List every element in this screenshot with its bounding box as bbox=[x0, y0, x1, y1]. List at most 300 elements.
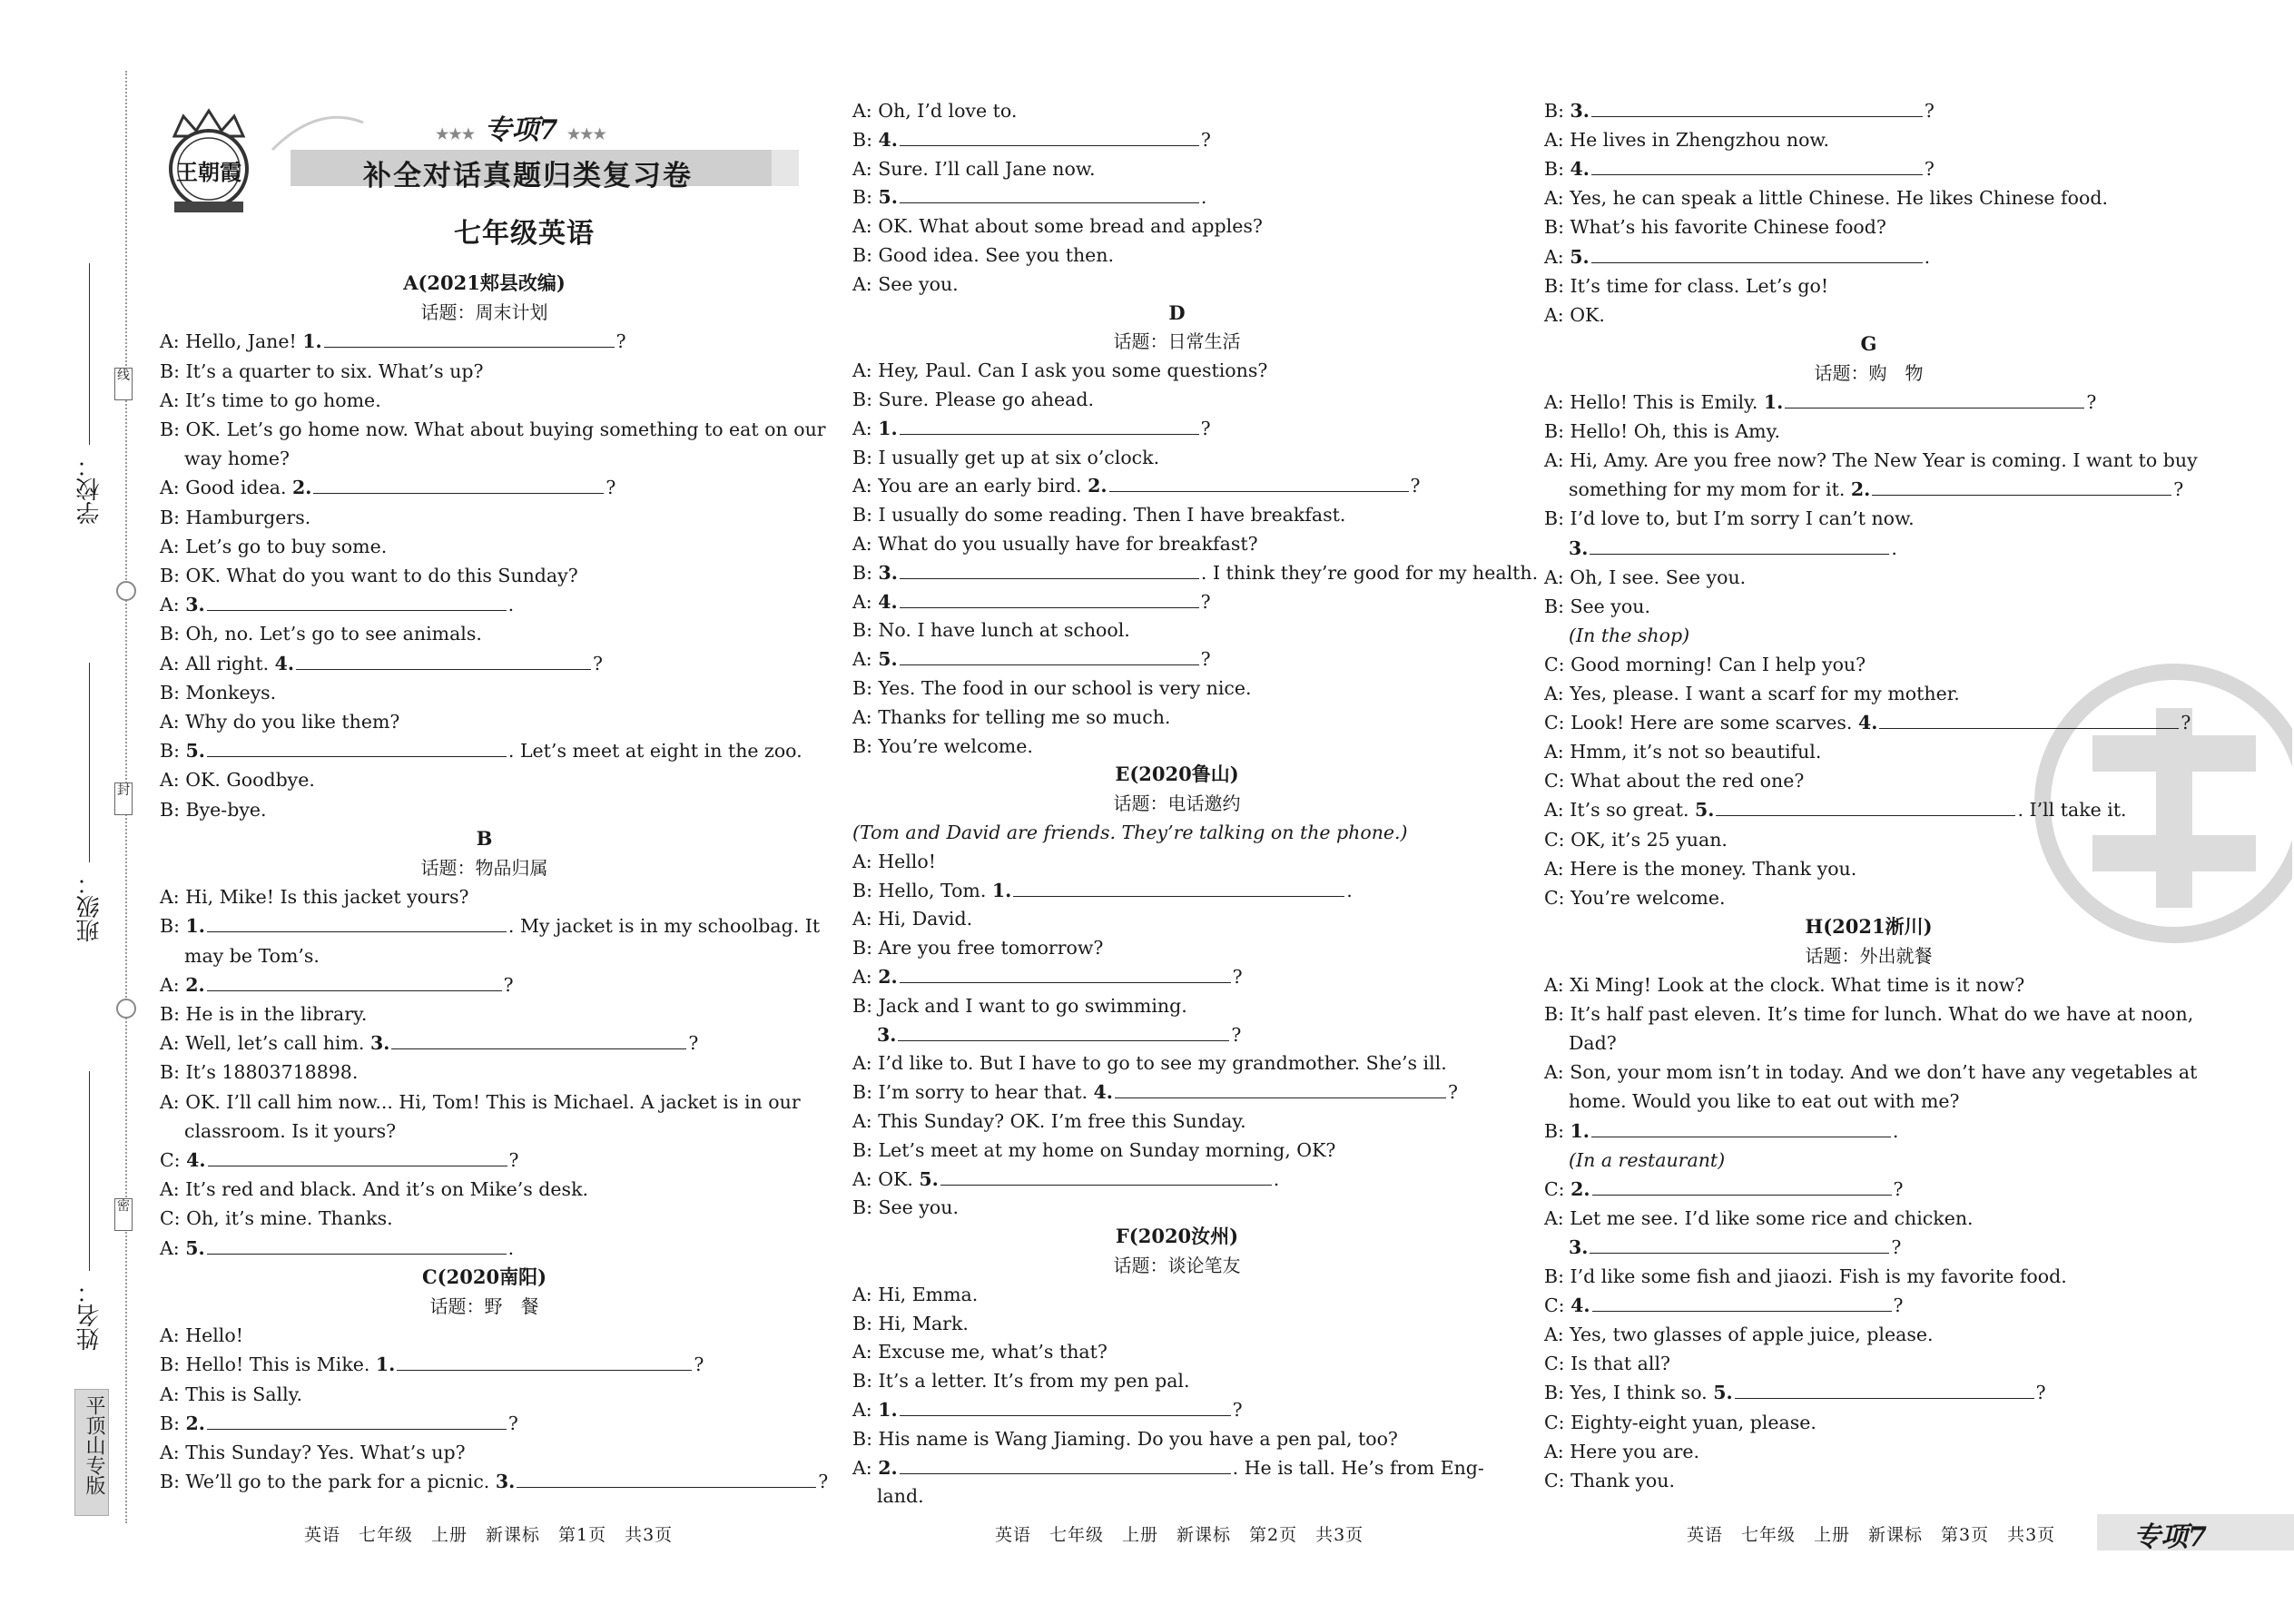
line-text: A: You are an early bird. bbox=[852, 475, 1088, 497]
answer-blank[interactable] bbox=[900, 416, 1199, 435]
dialogue-line bbox=[184, 444, 809, 473]
line-text: A: Hi, Mike! Is this jacket yours? bbox=[160, 886, 469, 909]
line-text: 话题：野 餐 bbox=[429, 1295, 539, 1317]
line-text: A: Oh, I’d love to. bbox=[852, 100, 1018, 122]
line-text: B: I usually get up at six o’clock. bbox=[852, 446, 1160, 468]
line-text: B: I’d love to, but I’m sorry I can’t now. bbox=[1544, 507, 1915, 530]
dialogue-line bbox=[160, 386, 809, 415]
dialogue-line bbox=[1544, 1291, 2193, 1320]
seal-mark-mi: 密 bbox=[114, 1198, 133, 1231]
dialogue-line bbox=[852, 645, 1501, 674]
dialogue-line bbox=[160, 649, 809, 678]
line-text-end: ? bbox=[1231, 1023, 1242, 1046]
answer-blank[interactable] bbox=[900, 1455, 1231, 1474]
line-text-end: ? bbox=[1893, 1177, 1904, 1200]
dialogue-line bbox=[852, 1366, 1501, 1395]
line-text-end: ? bbox=[1410, 475, 1421, 497]
answer-blank[interactable] bbox=[1590, 1235, 1889, 1254]
school-field[interactable] bbox=[89, 263, 90, 445]
line-text: B: It’s half past eleven. It’s time for lunch. What do we have at noon, bbox=[1544, 1003, 2194, 1026]
line-text: D bbox=[1168, 300, 1186, 324]
dialogue-line bbox=[1544, 271, 2193, 300]
topic-heading bbox=[852, 1251, 1501, 1280]
line-text: 话题：外出就餐 bbox=[1805, 944, 1933, 967]
line-text-end: ? bbox=[1891, 1235, 1902, 1258]
line-text-end: ? bbox=[1924, 100, 1935, 122]
line-text-end: ? bbox=[2173, 478, 2184, 501]
dialogue-line bbox=[160, 1146, 809, 1175]
line-text: B: What’s his favorite Chinese food? bbox=[1544, 216, 1886, 239]
blank-number: 2. bbox=[1850, 478, 1871, 501]
answer-blank[interactable] bbox=[1716, 797, 2015, 816]
dialogue-line bbox=[852, 212, 1501, 241]
answer-blank[interactable] bbox=[391, 1030, 686, 1049]
line-text-end: . bbox=[1892, 1119, 1899, 1142]
dialogue-line bbox=[1544, 679, 2193, 708]
dialogue-line bbox=[160, 795, 809, 824]
dialogue-line bbox=[160, 532, 809, 561]
line-text-end: ? bbox=[615, 330, 626, 353]
line-text: C: Is that all? bbox=[1544, 1353, 1670, 1375]
dialogue-line bbox=[1544, 737, 2193, 766]
answer-blank[interactable] bbox=[1013, 878, 1344, 897]
dialogue-line bbox=[1569, 1029, 2193, 1058]
line-text: F(2020汝州) bbox=[1115, 1225, 1239, 1248]
answer-blank[interactable] bbox=[1591, 244, 1923, 263]
line-text: A: Excuse me, what’s that? bbox=[852, 1341, 1108, 1363]
answer-blank[interactable] bbox=[1591, 1118, 1891, 1137]
line-text: A: Here you are. bbox=[1544, 1440, 1699, 1462]
line-text: B: bbox=[852, 561, 879, 584]
line-text: B: Hello! Oh, this is Amy. bbox=[1544, 420, 1780, 443]
line-text: C: What about the red one? bbox=[1544, 770, 1805, 792]
dialogue-line bbox=[852, 1048, 1501, 1078]
line-text: A: Let me see. I’d like some rice and chicken. bbox=[1544, 1206, 1974, 1229]
answer-blank[interactable] bbox=[1115, 1079, 1446, 1098]
dialogue-line bbox=[1544, 563, 2193, 592]
answer-blank[interactable] bbox=[296, 651, 591, 670]
blank-number: 4. bbox=[878, 128, 898, 151]
logo-text: 王朝霞 bbox=[176, 160, 241, 185]
dialogue-line bbox=[852, 991, 1501, 1020]
line-text: A: I’d like to. But I have to go to see my grandmother. She’s ill. bbox=[852, 1052, 1447, 1075]
dialogue-line bbox=[1544, 1058, 2198, 1087]
section-heading bbox=[852, 760, 1501, 789]
dialogue-line bbox=[852, 443, 1501, 472]
answer-blank[interactable] bbox=[1592, 1176, 1892, 1196]
line-text: A: bbox=[852, 648, 879, 671]
line-text: (Tom and David are friends. They’re talking on the phone.) bbox=[852, 822, 1408, 843]
dialogue-line bbox=[1544, 242, 2193, 271]
line-text: B bbox=[476, 826, 493, 850]
answer-blank[interactable] bbox=[397, 1352, 692, 1371]
answer-blank[interactable] bbox=[1785, 389, 2084, 408]
dialogue-line bbox=[852, 471, 1501, 500]
dialogue-line bbox=[160, 678, 809, 707]
blank-number: 3. bbox=[1570, 100, 1590, 122]
dialogue-line bbox=[1544, 1437, 2193, 1466]
dialogue-line bbox=[1544, 970, 2193, 999]
line-text: A: Son, your mom isn’t in today. And we don’t have any vegetables at bbox=[1544, 1061, 2198, 1084]
line-text-end: . My jacket is in my schoolbag. It bbox=[507, 915, 821, 938]
blank-number: 1. bbox=[185, 915, 205, 938]
answer-blank[interactable] bbox=[324, 329, 615, 348]
line-text: B: It’s a quarter to six. What’s up? bbox=[160, 359, 484, 382]
dialogue-line bbox=[160, 1350, 809, 1379]
line-text: B: I’m sorry to hear that. bbox=[852, 1081, 1094, 1104]
line-text: A: Hi, Emma. bbox=[852, 1283, 979, 1305]
line-text: A: Why do you like them? bbox=[160, 711, 400, 733]
answer-blank[interactable] bbox=[900, 1397, 1231, 1416]
line-text: 话题：电话邀约 bbox=[1113, 792, 1241, 815]
answer-blank[interactable] bbox=[940, 1166, 1272, 1186]
seal-mark-xian: 线 bbox=[114, 368, 133, 400]
line-text: A: OK. What about some bread and apples? bbox=[852, 215, 1263, 238]
blank-number: 3. bbox=[369, 1032, 390, 1055]
grade-title: 七年级英语 bbox=[454, 218, 595, 250]
line-text: B: Hamburgers. bbox=[160, 506, 311, 528]
dialogue-line bbox=[1544, 650, 2193, 679]
dialogue-line bbox=[160, 736, 809, 765]
line-text: C: bbox=[1544, 1177, 1571, 1200]
line-text: B: Hello, Tom. bbox=[852, 879, 992, 901]
line-text: B: OK. What do you want to do this Sunday? bbox=[160, 565, 578, 586]
answer-blank[interactable] bbox=[900, 646, 1199, 665]
line-text: C: bbox=[160, 1149, 187, 1171]
dialogue-line bbox=[1544, 825, 2193, 854]
dialogue-line bbox=[1569, 1146, 2193, 1175]
answer-blank[interactable] bbox=[207, 972, 502, 991]
dialogue-line bbox=[852, 876, 1501, 905]
line-text-end: ? bbox=[2181, 712, 2191, 734]
line-text: A: It’s time to go home. bbox=[160, 389, 381, 411]
line-text: A: bbox=[852, 417, 879, 439]
line-text: A: bbox=[852, 966, 879, 988]
line-text: B: His name is Wang Jiaming. Do you have a pen pal, too? bbox=[852, 1427, 1398, 1450]
dialogue-line bbox=[852, 587, 1501, 616]
line-text: B: He is in the library. bbox=[160, 1003, 368, 1025]
line-text: A: It’s so great. bbox=[1544, 799, 1696, 822]
dialogue-line bbox=[852, 356, 1501, 385]
line-text: B: We’ll go to the park for a picnic. bbox=[160, 1471, 496, 1493]
line-text: B: Let’s meet at my home on Sunday morning, OK? bbox=[852, 1138, 1336, 1161]
blank-number: 5. bbox=[185, 1236, 205, 1259]
line-text-end: . bbox=[1200, 186, 1207, 209]
dialogue-line bbox=[1544, 1349, 2193, 1378]
line-text: A: OK. bbox=[852, 1167, 920, 1190]
line-text: land. bbox=[877, 1485, 924, 1508]
line-text: A: Oh, I see. See you. bbox=[1544, 566, 1747, 588]
dialogue-line bbox=[160, 911, 821, 940]
line-text: C: Good morning! Can I help you? bbox=[1544, 653, 1866, 675]
line-text-end: ? bbox=[1893, 1294, 1904, 1317]
dialogue-line bbox=[852, 732, 1501, 761]
blank-number: 2. bbox=[292, 477, 312, 499]
line-text: A: Hello, Jane! bbox=[160, 330, 303, 353]
dialogue-line bbox=[1544, 154, 2193, 183]
dialogue-line bbox=[852, 1337, 1501, 1366]
dialogue-line bbox=[852, 615, 1501, 645]
line-text: B: Hello! This is Mike. bbox=[160, 1353, 376, 1376]
dialogue-line bbox=[1544, 766, 2193, 795]
line-text: A: This Sunday? Yes. What’s up? bbox=[160, 1442, 466, 1463]
blank-number: 5. bbox=[185, 740, 205, 763]
line-text-end: ? bbox=[818, 1471, 829, 1493]
line-text: A: OK. I’ll call him now... Hi, Tom! This is Michael. A jacket is in our bbox=[160, 1090, 801, 1113]
dialogue-line bbox=[160, 882, 809, 911]
line-text: A: bbox=[160, 1236, 186, 1259]
answer-blank[interactable] bbox=[207, 913, 507, 932]
answer-blank[interactable] bbox=[900, 589, 1199, 608]
dialogue-line bbox=[1544, 504, 2193, 533]
dialogue-line bbox=[852, 703, 1501, 732]
answer-blank[interactable] bbox=[1872, 477, 2171, 496]
dialogue-line bbox=[852, 270, 1501, 299]
line-text: B: Are you free tomorrow? bbox=[852, 937, 1104, 960]
dialogue-line bbox=[852, 154, 1501, 183]
line-text-end: . bbox=[1891, 536, 1897, 559]
answer-blank[interactable] bbox=[313, 475, 604, 494]
blank-number: 1. bbox=[1763, 391, 1784, 413]
line-text: G bbox=[1860, 331, 1877, 355]
line-text: B: bbox=[1544, 100, 1570, 122]
line-text: B: OK. Let’s go home now. What about buying something to eat on our bbox=[160, 418, 826, 440]
line-text: B: It’s a letter. It’s from my pen pal. bbox=[852, 1370, 1190, 1393]
dialogue-line bbox=[160, 1234, 809, 1263]
line-text-end: ? bbox=[1200, 128, 1211, 151]
line-text: A: bbox=[852, 1399, 879, 1421]
line-text: B: Bye-bye. bbox=[160, 798, 267, 821]
answer-blank[interactable] bbox=[207, 738, 507, 757]
line-text-end: . I think they’re good for my health. bbox=[1200, 561, 1539, 584]
binding-hole-icon bbox=[116, 999, 136, 1019]
blank-number: 1. bbox=[878, 417, 898, 439]
answer-blank[interactable] bbox=[1109, 473, 1409, 492]
stars-right: ★★★ bbox=[566, 125, 606, 143]
dialogue-line bbox=[160, 1175, 809, 1204]
line-text: B: See you. bbox=[852, 1196, 959, 1219]
name-field[interactable] bbox=[89, 1071, 90, 1271]
blank-number: 5. bbox=[919, 1167, 939, 1190]
line-text: C: Look! Here are some scarves. bbox=[1544, 712, 1858, 734]
answer-blank[interactable] bbox=[207, 1411, 507, 1430]
blank-number: 2. bbox=[1570, 1177, 1590, 1200]
answer-blank[interactable] bbox=[207, 1235, 507, 1255]
line-text: C: Oh, it’s mine. Thanks. bbox=[160, 1207, 393, 1230]
line-text: E(2020鲁山) bbox=[1115, 763, 1239, 786]
line-text: A: This is Sally. bbox=[160, 1383, 303, 1405]
blank-number: 1. bbox=[1570, 1119, 1590, 1142]
answer-blank[interactable] bbox=[517, 1469, 816, 1488]
dialogue-line bbox=[852, 500, 1501, 529]
dialogue-line bbox=[852, 962, 1501, 991]
dialogue-line bbox=[160, 561, 809, 590]
dialogue-line bbox=[1544, 708, 2193, 737]
dialogue-line bbox=[852, 385, 1501, 414]
line-text: B: Monkeys. bbox=[160, 681, 277, 704]
line-text: A: bbox=[852, 590, 879, 613]
dialogue-line bbox=[1544, 1408, 2193, 1437]
answer-blank[interactable] bbox=[1879, 710, 2179, 729]
line-text-end: ? bbox=[1200, 417, 1211, 439]
line-text: (In the shop) bbox=[1569, 624, 1690, 646]
line-text: A: bbox=[160, 973, 186, 996]
line-text: B: I’d like some fish and jiaozi. Fish is my favorite food. bbox=[1544, 1265, 2067, 1287]
line-text-end: . bbox=[1273, 1167, 1280, 1190]
answer-blank[interactable] bbox=[207, 592, 507, 611]
dialogue-line bbox=[160, 707, 809, 736]
answer-blank[interactable] bbox=[1592, 1293, 1892, 1312]
dialogue-line bbox=[1544, 1117, 2193, 1146]
line-text: B: Good idea. See you then. bbox=[852, 244, 1115, 266]
dialogue-line bbox=[852, 847, 1501, 876]
dialogue-line bbox=[1544, 300, 2193, 330]
dialogue-line bbox=[852, 529, 1501, 558]
line-text: something for my mom for it. bbox=[1569, 478, 1851, 501]
answer-blank[interactable] bbox=[208, 1147, 507, 1166]
page-title: 补全对话真题归类复习卷 bbox=[363, 160, 693, 192]
footer-page-1: 英语 七年级 上册 新课标 第1页 共3页 bbox=[304, 1525, 674, 1545]
line-text: A: Hello! bbox=[852, 850, 936, 872]
line-text: C: bbox=[1544, 1294, 1571, 1317]
line-text: B: Hi, Mark. bbox=[852, 1312, 969, 1334]
dialogue-line bbox=[1544, 1320, 2193, 1349]
line-text: 话题：谈论笔友 bbox=[1113, 1255, 1241, 1276]
topic-heading bbox=[852, 789, 1501, 818]
blank-number: 3. bbox=[1569, 1235, 1589, 1258]
class-field[interactable] bbox=[89, 663, 90, 862]
dialogue-line bbox=[1544, 446, 2198, 475]
line-text-end: ? bbox=[1232, 1399, 1243, 1421]
line-text: A: OK. Goodbye. bbox=[160, 769, 315, 792]
line-text: A: All right. bbox=[160, 652, 275, 674]
blank-number: 5. bbox=[1713, 1382, 1733, 1404]
blank-number: 1. bbox=[878, 1399, 898, 1421]
answer-blank[interactable] bbox=[1591, 98, 1923, 117]
line-text: B: I usually do some reading. Then I have breakfast. bbox=[852, 504, 1346, 527]
line-text: B: bbox=[160, 915, 186, 938]
dialogue-line bbox=[160, 765, 809, 794]
line-text: A: What do you usually have for breakfast? bbox=[852, 533, 1258, 555]
dialogue-line bbox=[1544, 592, 2193, 621]
section-heading bbox=[160, 269, 809, 298]
section-heading bbox=[852, 299, 1501, 328]
section-heading bbox=[160, 1263, 809, 1292]
answer-blank[interactable] bbox=[900, 560, 1199, 579]
line-text: C: Eighty-eight yuan, please. bbox=[1544, 1411, 1816, 1433]
line-text-end: ? bbox=[605, 477, 616, 499]
line-text: A: He lives in Zhengzhou now. bbox=[1544, 129, 1830, 152]
dialogue-line bbox=[160, 1029, 809, 1058]
stars-left: ★★★ bbox=[436, 125, 476, 143]
answer-blank[interactable] bbox=[900, 964, 1231, 983]
seal-mark-feng: 封 bbox=[114, 782, 133, 815]
dialogue-line bbox=[1544, 883, 2193, 912]
line-text: A(2021郏县改编) bbox=[403, 271, 566, 294]
line-text: A: See you. bbox=[852, 272, 959, 295]
line-text: A: Hello! bbox=[160, 1324, 243, 1347]
dialogue-line bbox=[852, 558, 1539, 587]
line-text: B: Sure. Please go ahead. bbox=[852, 389, 1094, 410]
brand-logo bbox=[154, 100, 263, 218]
line-text-end: . bbox=[507, 594, 515, 616]
dialogue-line bbox=[852, 1078, 1501, 1107]
dialogue-line bbox=[852, 414, 1501, 443]
line-text: 话题：物品归属 bbox=[420, 857, 548, 879]
blank-number: 4. bbox=[186, 1149, 206, 1171]
line-text-end: ? bbox=[1924, 158, 1935, 181]
class-label: 班级： bbox=[76, 871, 103, 942]
line-text: C(2020南阳) bbox=[421, 1265, 547, 1288]
line-text: A: Xi Ming! Look at the clock. What time is it now? bbox=[1544, 974, 2025, 996]
line-text: H(2021淅川) bbox=[1805, 914, 1933, 938]
footer-page-3: 英语 七年级 上册 新课标 第3页 共3页 bbox=[1687, 1525, 2056, 1545]
footer-tag: 专项7 bbox=[2133, 1521, 2207, 1553]
dialogue-line bbox=[1544, 1378, 2193, 1407]
dialogue-line bbox=[160, 415, 826, 444]
line-text: A: Hi, Amy. Are you free now? The New Year is coming. I want to buy bbox=[1544, 449, 2198, 472]
line-text: A: This Sunday? OK. I’m free this Sunday. bbox=[852, 1110, 1246, 1132]
dialogue-line bbox=[852, 904, 1501, 933]
line-text: C: You’re welcome. bbox=[1544, 886, 1726, 909]
line-text-end: . I’ll take it. bbox=[2017, 799, 2127, 822]
blank-number: 1. bbox=[991, 879, 1012, 901]
answer-blank[interactable] bbox=[900, 184, 1199, 203]
dialogue-line bbox=[160, 1088, 809, 1117]
dialogue-line bbox=[852, 674, 1501, 703]
line-text: B: bbox=[1544, 1119, 1570, 1142]
line-text-end: ? bbox=[2035, 1382, 2046, 1404]
dialogue-line bbox=[877, 1020, 1501, 1049]
line-text: A: Yes, please. I want a scarf for my mother. bbox=[1544, 683, 1960, 704]
blank-number: 5. bbox=[878, 186, 898, 209]
line-text: B: bbox=[1544, 158, 1570, 181]
dialogue-line bbox=[852, 1280, 1501, 1309]
dialogue-line bbox=[852, 241, 1501, 270]
section-heading bbox=[852, 1222, 1501, 1251]
dialogue-line bbox=[1544, 854, 2193, 883]
answer-blank[interactable] bbox=[1590, 536, 1889, 555]
dialogue-line bbox=[1569, 475, 2193, 504]
series-title: 专项7 bbox=[484, 114, 558, 146]
dialogue-line bbox=[852, 1453, 1501, 1482]
dialogue-line bbox=[160, 503, 809, 532]
line-text: A: bbox=[852, 1456, 879, 1479]
series-heading bbox=[436, 107, 606, 147]
dialogue-line bbox=[852, 1193, 1501, 1222]
line-text-end: ? bbox=[2086, 391, 2097, 413]
answer-blank[interactable] bbox=[1735, 1380, 2034, 1399]
blank-number: 2. bbox=[878, 1456, 898, 1479]
dialogue-line bbox=[160, 1058, 809, 1087]
line-text: A: Sure. I’ll call Jane now. bbox=[852, 157, 1096, 180]
school-label: 学校： bbox=[76, 454, 103, 525]
line-text-end: . Let’s meet at eight in the zoo. bbox=[507, 740, 802, 763]
line-text: C: Thank you. bbox=[1544, 1469, 1675, 1491]
dialogue-line bbox=[184, 1117, 809, 1146]
line-text: A: Hey, Paul. Can I ask you some questions? bbox=[852, 359, 1268, 382]
line-text: A: Here is the money. Thank you. bbox=[1544, 857, 1857, 880]
dialogue-line bbox=[852, 1424, 1501, 1453]
answer-blank[interactable] bbox=[1591, 156, 1923, 175]
line-text: A: bbox=[160, 594, 186, 616]
line-text: A: Hmm, it’s not so beautiful. bbox=[1544, 741, 1822, 763]
line-text: A: Let’s go to buy some. bbox=[160, 535, 388, 557]
dialogue-line bbox=[184, 941, 809, 970]
answer-blank[interactable] bbox=[900, 127, 1199, 146]
answer-blank[interactable] bbox=[898, 1022, 1229, 1041]
line-text: B: bbox=[852, 128, 879, 151]
